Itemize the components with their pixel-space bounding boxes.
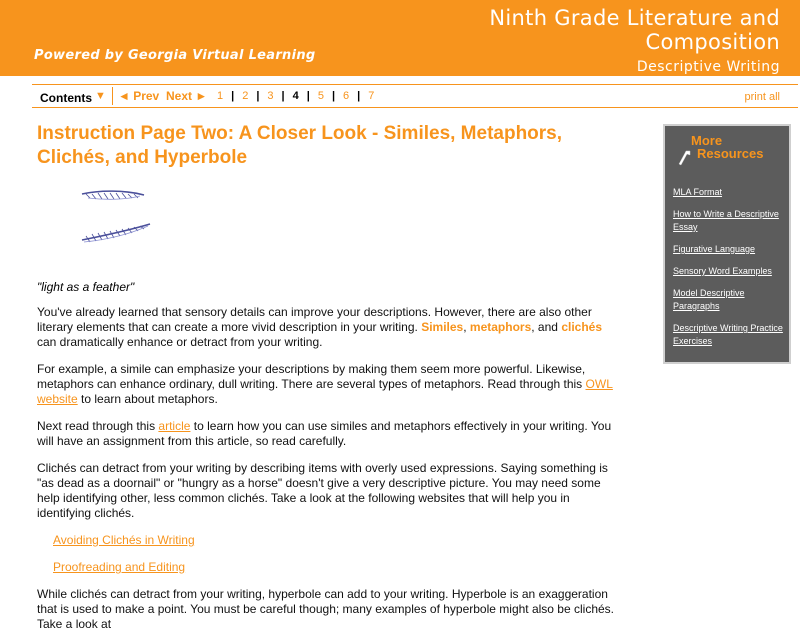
image-caption: "light as a feather" (37, 280, 135, 294)
proofreading-editing-link[interactable]: Proofreading and Editing (53, 560, 186, 574)
page-link-3[interactable]: 3 (267, 90, 274, 102)
page-link-4-current: 4 (292, 90, 299, 102)
avoiding-cliches-item (53, 533, 623, 548)
paragraph-2: For example, a simile can emphasize your descriptions by making them seem more powerful. Likewise, metaphors can enhance ordinary, dull writing. There are several types of metaphors. Read through this OWL website to learn about metaphors. (37, 362, 613, 406)
more-resources-panel (663, 124, 791, 364)
list-item (673, 322, 787, 348)
paragraph-4: Clichés can detract from your writing by describing items with overly used expressions. Saying something is "as dead as a doornail" or "hungry as a horse" doesn't give a very descriptive picture. You may need some help identifying other, less common clichés. Take a look at the following websites that will help you in identifying clichés. (37, 461, 608, 520)
paragraph-1: You've already learned that sensory details can improve your descriptions. However, there are also other literary elements that can create a more vivid description in your writing. Similes, metaphors, and clichés can dramatically enhance or detract from your writing. (37, 305, 603, 349)
feather-top (82, 191, 144, 199)
next-button[interactable]: Next ► (166, 89, 208, 103)
owl-website-link[interactable]: OWL website (37, 377, 613, 406)
article-link[interactable]: article (158, 419, 191, 433)
more-resources-heading: More Resources (691, 133, 764, 161)
sensory-word-examples-link[interactable]: Sensory Word Examples (673, 266, 772, 276)
main-content (37, 305, 623, 644)
contents-menu[interactable]: Contents (40, 91, 92, 105)
page-link-6[interactable]: 6 (343, 90, 350, 102)
triangle-down-icon[interactable]: ▼ (95, 90, 106, 102)
page-link-5[interactable]: 5 (317, 90, 324, 102)
practice-exercises-link[interactable]: Descriptive Writing Practice Exercises (673, 323, 783, 346)
page-link-7[interactable]: 7 (368, 90, 375, 102)
proofreading-item (53, 560, 623, 575)
nav-divider (112, 87, 113, 105)
figurative-language-link[interactable]: Figurative Language (673, 244, 756, 254)
list-item (673, 186, 787, 199)
list-item (673, 208, 787, 234)
page-title: Instruction Page Two: A Closer Look - Similes, Metaphors, Clichés, and Hyperbole (37, 123, 563, 168)
page-link-2[interactable]: 2 (242, 90, 249, 102)
resources-list (673, 186, 787, 357)
cliches-term: clichés (561, 320, 603, 334)
mla-format-link[interactable]: MLA Format (673, 187, 723, 197)
unit-title: Descriptive Writing (636, 59, 780, 75)
feather-image (80, 186, 156, 250)
page-links: 1 | 2 | 3 | 4 | 5 | 6 | 7 (217, 90, 375, 102)
list-item (673, 287, 787, 313)
powered-by-text: Powered by Georgia Virtual Learning (34, 48, 316, 63)
list-item (673, 265, 787, 278)
paragraph-3: Next read through this article to learn how you can use similes and metaphors effectively in your writing. You will have an assignment from this article, so read carefully. (37, 419, 612, 448)
cursor-arrow-icon (677, 150, 691, 166)
feather-bottom (82, 224, 150, 242)
print-all-link[interactable]: print all (744, 91, 780, 103)
navigation-bar (32, 84, 798, 108)
course-title: Ninth Grade Literature and Composition (489, 6, 780, 54)
avoiding-cliches-link[interactable]: Avoiding Clichés in Writing (53, 533, 195, 547)
similes-term: Similes (421, 320, 464, 334)
prev-button[interactable]: ◄ Prev (118, 89, 160, 103)
list-item (673, 243, 787, 256)
header-banner (0, 0, 800, 76)
page-link-1[interactable]: 1 (217, 90, 224, 102)
model-paragraphs-link[interactable]: Model Descriptive Paragraphs (673, 288, 745, 311)
paragraph-5: While clichés can detract from your writing, hyperbole can add to your writing. Hyperbole is an exaggeration that is used to make a point. You must be careful though; many examples of hyperbole might also be clichés. Take a look at (37, 587, 615, 631)
descriptive-essay-link[interactable]: How to Write a Descriptive Essay (673, 209, 779, 232)
metaphors-term: metaphors (469, 320, 532, 334)
